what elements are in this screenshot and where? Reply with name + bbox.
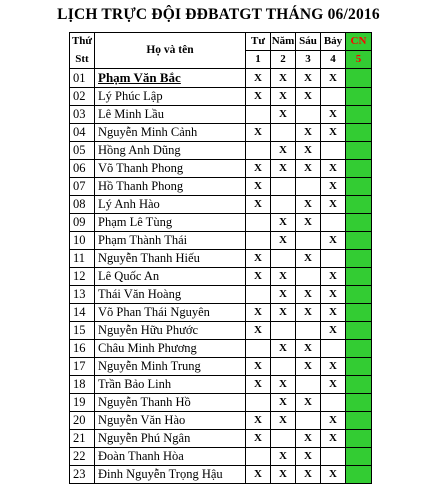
row-day-mark: X <box>321 160 346 178</box>
header-day-num: 4 <box>321 51 346 69</box>
row-day-mark: X <box>296 304 321 322</box>
row-day-mark: X <box>321 412 346 430</box>
row-day-mark: X <box>296 142 321 160</box>
row-day-mark: X <box>296 69 321 88</box>
table-row <box>70 88 372 106</box>
row-day-mark: X <box>271 466 296 484</box>
row-day-mark: X <box>296 448 321 466</box>
table-row <box>70 178 372 196</box>
row-day-mark: X <box>321 268 346 286</box>
row-day-mark <box>321 340 346 358</box>
row-cn-cell <box>346 286 372 304</box>
header-stt-top: Thứ <box>70 33 95 51</box>
row-name: Nguyễn Minh Trung <box>95 358 246 376</box>
row-day-mark: X <box>321 124 346 142</box>
row-name: Phạm Thành Thái <box>95 232 246 250</box>
row-stt: 21 <box>70 430 95 448</box>
row-day-mark: X <box>296 358 321 376</box>
row-day-mark <box>246 142 271 160</box>
row-day-mark: X <box>271 69 296 88</box>
row-day-mark: X <box>321 196 346 214</box>
row-stt: 15 <box>70 322 95 340</box>
row-day-mark: X <box>321 232 346 250</box>
row-stt: 17 <box>70 358 95 376</box>
row-day-mark <box>296 268 321 286</box>
row-day-mark <box>271 124 296 142</box>
row-day-mark: X <box>271 448 296 466</box>
row-name: Châu Minh Phương <box>95 340 246 358</box>
row-name: Hồng Anh Dũng <box>95 142 246 160</box>
row-day-mark <box>321 250 346 268</box>
row-cn-cell <box>346 394 372 412</box>
row-cn-cell <box>346 268 372 286</box>
row-stt: 08 <box>70 196 95 214</box>
row-name: Lê Minh Lầu <box>95 106 246 124</box>
row-day-mark: X <box>246 358 271 376</box>
row-cn-cell <box>346 160 372 178</box>
header-row-top <box>70 33 372 51</box>
page-title: LỊCH TRỰC ĐỘI ĐĐBATGT THÁNG 06/2016 <box>57 6 380 23</box>
header-name: Họ và tên <box>95 33 246 69</box>
row-day-mark: X <box>271 106 296 124</box>
row-day-mark: X <box>321 286 346 304</box>
table-row <box>70 142 372 160</box>
row-name: Phạm Lê Tùng <box>95 214 246 232</box>
row-day-mark: X <box>321 69 346 88</box>
row-name: Nguyễn Minh Cảnh <box>95 124 246 142</box>
row-name: Võ Thanh Phong <box>95 160 246 178</box>
row-day-mark <box>296 106 321 124</box>
row-cn-cell <box>346 69 372 88</box>
row-name: Đoàn Thanh Hòa <box>95 448 246 466</box>
row-cn-cell <box>346 88 372 106</box>
row-day-mark <box>271 250 296 268</box>
row-day-mark: X <box>321 376 346 394</box>
header-day-label-cn: CN <box>346 33 372 51</box>
row-cn-cell <box>346 340 372 358</box>
row-day-mark: X <box>246 304 271 322</box>
row-day-mark: X <box>246 466 271 484</box>
table-row <box>70 412 372 430</box>
row-day-mark <box>246 214 271 232</box>
row-day-mark: X <box>246 376 271 394</box>
table-row <box>70 124 372 142</box>
table-row <box>70 268 372 286</box>
row-stt: 06 <box>70 160 95 178</box>
header-day-num: 3 <box>296 51 321 69</box>
row-cn-cell <box>346 448 372 466</box>
row-day-mark: X <box>271 304 296 322</box>
row-name: Nguyễn Phú Ngân <box>95 430 246 448</box>
row-name: Thái Văn Hoàng <box>95 286 246 304</box>
row-day-mark: X <box>246 196 271 214</box>
row-day-mark <box>246 448 271 466</box>
row-day-mark: X <box>271 88 296 106</box>
row-day-mark: X <box>246 69 271 88</box>
row-day-mark <box>296 322 321 340</box>
row-day-mark <box>321 214 346 232</box>
row-stt: 03 <box>70 106 95 124</box>
row-day-mark: X <box>321 430 346 448</box>
table-row <box>70 214 372 232</box>
row-day-mark <box>246 340 271 358</box>
header-day-label: Bảy <box>321 33 346 51</box>
row-day-mark <box>246 394 271 412</box>
row-day-mark <box>271 322 296 340</box>
row-name <box>95 69 246 88</box>
row-cn-cell <box>346 142 372 160</box>
table-row <box>70 286 372 304</box>
header-day-num: 2 <box>271 51 296 69</box>
row-day-mark: X <box>296 340 321 358</box>
table-row <box>70 250 372 268</box>
row-cn-cell <box>346 358 372 376</box>
row-name: Nguyễn Thanh Hồ <box>95 394 246 412</box>
row-cn-cell <box>346 232 372 250</box>
table-row <box>70 394 372 412</box>
row-day-mark: X <box>321 322 346 340</box>
table-row <box>70 196 372 214</box>
table-row <box>70 69 372 88</box>
header-day-num: 1 <box>246 51 271 69</box>
row-stt: 07 <box>70 178 95 196</box>
header-stt-bottom: Stt <box>70 51 95 69</box>
row-day-mark: X <box>271 214 296 232</box>
row-name: Lê Quốc An <box>95 268 246 286</box>
row-day-mark <box>271 196 296 214</box>
row-stt: 23 <box>70 466 95 484</box>
table-row <box>70 232 372 250</box>
row-stt: 20 <box>70 412 95 430</box>
row-name: Nguyễn Thanh Hiếu <box>95 250 246 268</box>
row-name: Nguyễn Văn Hào <box>95 412 246 430</box>
row-day-mark: X <box>296 466 321 484</box>
row-day-mark: X <box>296 250 321 268</box>
row-stt: 01 <box>70 69 95 88</box>
row-cn-cell <box>346 214 372 232</box>
row-day-mark: X <box>296 160 321 178</box>
header-day-label: Tư <box>246 33 271 51</box>
row-day-mark: X <box>246 250 271 268</box>
row-day-mark: X <box>246 88 271 106</box>
row-cn-cell <box>346 304 372 322</box>
row-day-mark <box>246 106 271 124</box>
duty-schedule-table <box>69 32 372 484</box>
row-stt: 02 <box>70 88 95 106</box>
row-stt: 22 <box>70 448 95 466</box>
row-cn-cell <box>346 466 372 484</box>
row-stt: 14 <box>70 304 95 322</box>
row-day-mark: X <box>296 286 321 304</box>
row-day-mark: X <box>271 286 296 304</box>
row-day-mark <box>321 88 346 106</box>
row-day-mark: X <box>271 232 296 250</box>
table-row <box>70 358 372 376</box>
row-day-mark: X <box>246 322 271 340</box>
row-day-mark: X <box>271 376 296 394</box>
row-day-mark <box>271 430 296 448</box>
row-cn-cell <box>346 250 372 268</box>
row-day-mark: X <box>321 466 346 484</box>
row-cn-cell <box>346 430 372 448</box>
table-row <box>70 376 372 394</box>
row-day-mark <box>321 448 346 466</box>
header-day-label: Năm <box>271 33 296 51</box>
row-stt: 19 <box>70 394 95 412</box>
row-day-mark: X <box>246 430 271 448</box>
row-day-mark <box>296 232 321 250</box>
table-row <box>70 340 372 358</box>
table-row <box>70 466 372 484</box>
row-name: Lý Phúc Lập <box>95 88 246 106</box>
row-day-mark <box>296 376 321 394</box>
row-stt: 13 <box>70 286 95 304</box>
row-stt: 12 <box>70 268 95 286</box>
row-name: Võ Phan Thái Nguyên <box>95 304 246 322</box>
row-name: Đinh Nguyễn Trọng Hậu <box>95 466 246 484</box>
row-name: Lý Anh Hào <box>95 196 246 214</box>
row-day-mark: X <box>271 268 296 286</box>
row-day-mark: X <box>296 124 321 142</box>
row-day-mark <box>321 394 346 412</box>
row-day-mark: X <box>296 214 321 232</box>
row-day-mark <box>246 286 271 304</box>
table-row <box>70 304 372 322</box>
row-day-mark: X <box>296 394 321 412</box>
row-cn-cell <box>346 412 372 430</box>
row-day-mark: X <box>271 412 296 430</box>
row-day-mark: X <box>246 178 271 196</box>
row-cn-cell <box>346 178 372 196</box>
header-day-num-cn: 5 <box>346 51 372 69</box>
row-stt: 09 <box>70 214 95 232</box>
row-day-mark <box>271 178 296 196</box>
row-name: Nguyễn Hữu Phước <box>95 322 246 340</box>
row-cn-cell <box>346 376 372 394</box>
row-stt: 18 <box>70 376 95 394</box>
table-row <box>70 430 372 448</box>
row-day-mark: X <box>271 142 296 160</box>
row-day-mark: X <box>296 196 321 214</box>
row-stt: 04 <box>70 124 95 142</box>
row-cn-cell <box>346 124 372 142</box>
row-day-mark: X <box>296 430 321 448</box>
row-name-text: Phạm Văn Bắc <box>98 70 181 85</box>
row-cn-cell <box>346 322 372 340</box>
row-day-mark: X <box>246 160 271 178</box>
header-day-label: Sáu <box>296 33 321 51</box>
row-day-mark: X <box>271 340 296 358</box>
row-day-mark <box>296 412 321 430</box>
row-day-mark: X <box>246 124 271 142</box>
table-row <box>70 322 372 340</box>
row-name: Trần Bảo Linh <box>95 376 246 394</box>
row-day-mark: X <box>321 178 346 196</box>
row-day-mark: X <box>321 304 346 322</box>
row-cn-cell <box>346 106 372 124</box>
row-day-mark: X <box>271 160 296 178</box>
table-row <box>70 160 372 178</box>
row-stt: 10 <box>70 232 95 250</box>
row-day-mark: X <box>321 358 346 376</box>
row-day-mark: X <box>321 106 346 124</box>
row-day-mark <box>271 358 296 376</box>
row-stt: 05 <box>70 142 95 160</box>
row-cn-cell <box>346 196 372 214</box>
row-day-mark <box>296 178 321 196</box>
table-row <box>70 106 372 124</box>
row-stt: 11 <box>70 250 95 268</box>
table-row <box>70 448 372 466</box>
row-day-mark <box>321 142 346 160</box>
row-name: Hồ Thanh Phong <box>95 178 246 196</box>
row-day-mark: X <box>246 412 271 430</box>
row-day-mark: X <box>271 394 296 412</box>
row-day-mark: X <box>296 88 321 106</box>
row-day-mark <box>246 232 271 250</box>
row-day-mark: X <box>246 268 271 286</box>
row-stt: 16 <box>70 340 95 358</box>
